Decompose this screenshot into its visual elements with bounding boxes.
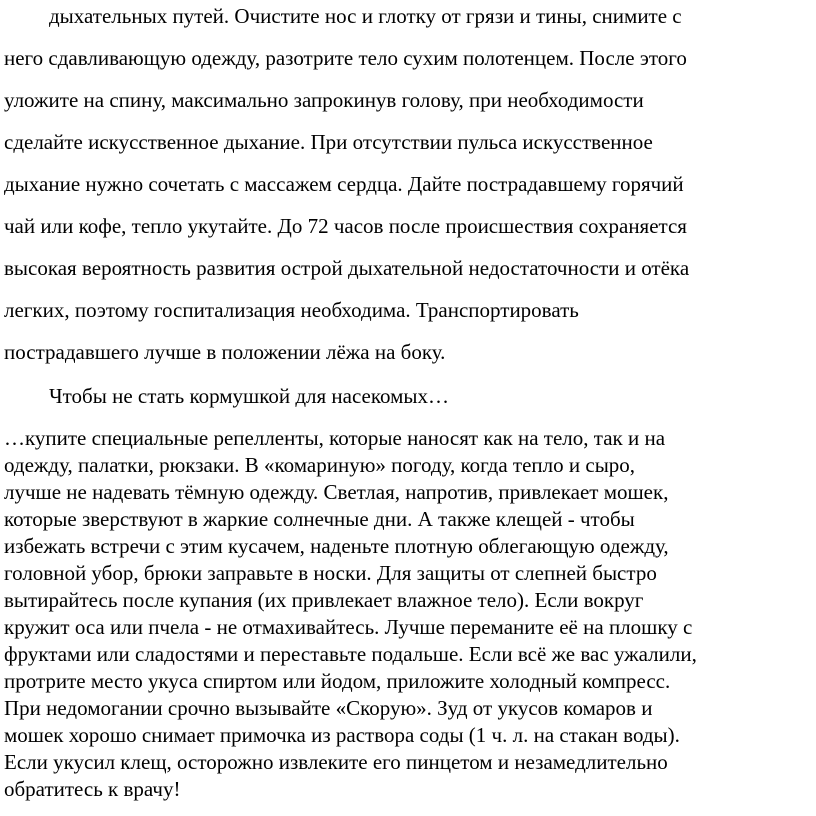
text-line: При недомогании срочно вызывайте «Скорую». Зуд от укусов комаров и xyxy=(4,696,653,720)
text-line: дыхательных путей. Очистите нос и глотку от грязи и тины, снимите с xyxy=(49,4,682,28)
text-line: чай или кофе, тепло укутайте. До 72 часов после происшествия сохраняется xyxy=(4,214,687,238)
text-line: которые зверствуют в жаркие солнечные дни. А также клещей - чтобы xyxy=(4,507,635,531)
text-line: дыхание нужно сочетать с массажем сердца. Дайте пострадавшему горячий xyxy=(4,172,684,196)
text-line: вытирайтесь после купания (их привлекает влажное тело). Если вокруг xyxy=(4,588,644,612)
text-line: него сдавливающую одежду, разотрите тело сухим полотенцем. После этого xyxy=(4,46,687,70)
text-line: мошек хорошо снимает примочка из раствора соды (1 ч. л. на стакан воды). xyxy=(4,723,680,747)
text-line: фруктами или сладостями и переставьте подальше. Если всё же вас ужалили, xyxy=(4,642,697,666)
text-line: …купите специальные репелленты, которые наносят как на тело, так и на xyxy=(4,426,666,450)
text-line: обратитесь к врачу! xyxy=(4,777,181,801)
text-line: пострадавшего лучше в положении лёжа на боку. xyxy=(4,340,446,364)
text-line: сделайте искусственное дыхание. При отсутствии пульса искусственное xyxy=(4,130,653,154)
text-line: головной убор, брюки заправьте в носки. Для защиты от слепней быстро xyxy=(4,561,657,585)
text-line: Если укусил клещ, осторожно извлеките его пинцетом и незамедлительно xyxy=(4,750,668,774)
text-line: одежду, палатки, рюкзаки. В «комариную» погоду, когда тепло и сыро, xyxy=(4,453,636,477)
text-line: кружит оса или пчела - не отмахивайтесь. Лучше переманите её на плошку с xyxy=(4,615,693,639)
section-heading: Чтобы не стать кормушкой для насекомых… xyxy=(49,384,450,408)
text-line: протрите место укуса спиртом или йодом, приложите холодный компресс. xyxy=(4,669,671,693)
text-line: высокая вероятность развития острой дыхательной недостаточности и отёка xyxy=(4,256,690,280)
text-line: уложите на спину, максимально запрокинув голову, при необходимости xyxy=(4,88,644,112)
text-line: легких, поэтому госпитализация необходима. Транспортировать xyxy=(4,298,579,322)
text-line: лучше не надевать тёмную одежду. Светлая, напротив, привлекает мошек, xyxy=(4,480,669,504)
text-line: избежать встречи с этим кусачем, наденьте плотную облегающую одежду, xyxy=(4,534,669,558)
